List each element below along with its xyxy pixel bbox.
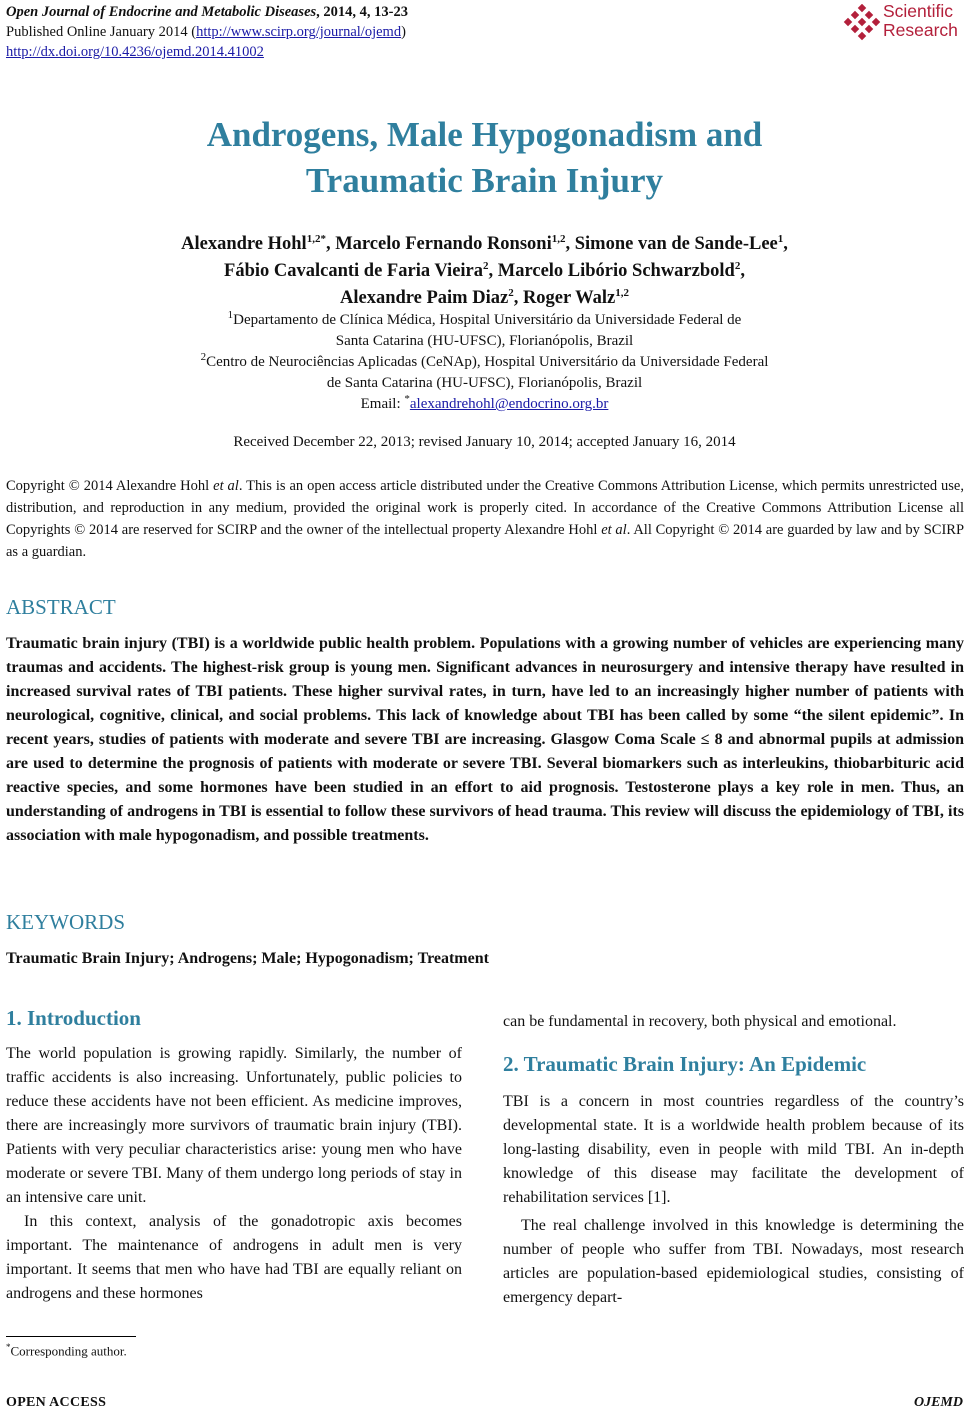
affiliation-sup: 2	[200, 351, 207, 363]
author-sup: 1,2*	[306, 232, 326, 245]
email-line	[0, 394, 969, 415]
right-column	[503, 1010, 964, 1310]
author-line-3	[0, 285, 969, 312]
journal-abbrev-label: OJEMD	[913, 1395, 963, 1410]
footnote-sup: *	[6, 1342, 11, 1352]
author-name: Fábio Cavalcanti de Faria Vieira	[224, 261, 484, 281]
section-1-paragraph-3: can be fundamental in recovery, both physical and emotional.	[503, 1013, 897, 1030]
paper-title	[0, 112, 969, 204]
author-line-2	[0, 258, 969, 285]
email-label: Email:	[360, 396, 405, 412]
copyright-text: Copyright © 2014 Alexandre Hohl	[6, 478, 214, 494]
section-1-paragraph-1: The world population is growing rapidly. Similarly, the number of traffic accidents is also increasing. Unfortunately, public policies to reduce these accidents have not been efficient. As medicine improves, there are increasingly more survivors of traumatic brain injury (TBI). Patients with very peculiar characteristics arise: young men who have moderate or severe TBI. Many of them undergo long periods of stay in an intensive care unit.	[6, 1045, 462, 1206]
affiliation-text: Centro de Neurociências Aplicadas (CeNAp), Hospital Universitário da Universidade Federal	[206, 354, 769, 370]
journal-citation	[6, 2, 408, 22]
affiliation-2-line-2: de Santa Catarina (HU-UFSC), Florianópolis, Brazil	[326, 375, 643, 391]
author-name: , Marcelo Libório Schwarzbold	[488, 261, 735, 281]
journal-volume: , 2014, 4, 13-23	[316, 4, 409, 20]
footnote-rule	[6, 1336, 136, 1337]
affiliation-text: Departamento de Clínica Médica, Hospital Universitário da Universidade Federal de	[233, 312, 742, 328]
author-name: , Roger Walz	[513, 288, 616, 308]
author-sup: 2	[483, 259, 489, 272]
author-sep: ,	[783, 234, 788, 254]
author-list	[0, 231, 969, 312]
title-line-2: Traumatic Brain Injury	[305, 161, 664, 200]
open-access-label: OPEN ACCESS	[6, 1395, 107, 1410]
abstract-text: Traumatic brain injury (TBI) is a worldwide public health problem. Populations with a growing number of vehicles are experiencing many traumas and accidents. The highest-risk group is young men. Significant advances in neurosurgery and intensive therapy have resulted in increased survival rates of TBI patients. These higher survival rates, in turn, have led to an increasingly higher number of patients with neurological, cognitive, clinical, and social problems. This lack of knowledge about TBI has been called by some “the silent epidemic”. In recent years, studies of patients with moderate and severe TBI are increasing. Glasgow Coma Scale ≤ 8 and abnormal pupils at admission are used to determine the prognosis of patients with moderate or severe TBI. Several biomarkers such as interleukins, thiobarbituric acid reactive species, and some hormones have been studied in an effort to aid prognosis. Testosterone plays a key role in men. Thus, an understanding of androgens in TBI is essential to follow these survivors of head trauma. This review will discuss the epidemiology of TBI, its association with male hypogonadism, and possible treatments.	[6, 635, 964, 844]
logo-line-2: Research	[883, 20, 958, 40]
affiliations	[0, 310, 969, 415]
logo-line-1: Scientific	[883, 1, 954, 21]
corresponding-author-footnote	[6, 1342, 127, 1359]
affiliation-1-line-2: Santa Catarina (HU-UFSC), Florianópolis, Brazil	[335, 333, 634, 349]
author-sep: ,	[740, 261, 745, 281]
author-sup: 1	[777, 232, 784, 245]
journal-header	[6, 2, 408, 62]
keywords-text: Traumatic Brain Injury; Androgens; Male; Hypogonadism; Treatment	[6, 950, 489, 967]
keywords-heading: KEYWORDS	[6, 910, 125, 934]
copyright-etal: et al	[601, 522, 627, 538]
section-2-paragraph-1: TBI is a concern in most countries regardless of the country’s developmental state. It is a worldwide health problem because of its long-lasting disability, even in people with mild TBI. An in-depth knowledge of this disease may facilitate the development of rehabilitation services [1].	[503, 1093, 964, 1206]
copyright-text: . All Copyright © 2014 are guarded by law and by SCIRP as a guardian.	[6, 522, 965, 560]
section-1-paragraph-2: In this context, analysis of the gonadotropic axis becomes important. The maintenance of androgens in adult men is very important. It seems that men who have had TBI are equally reliant on androgens and these hormones	[6, 1213, 462, 1302]
received-dates: Received December 22, 2013; revised January 10, 2014; accepted January 16, 2014	[233, 434, 736, 450]
author-name: , Marcelo Fernando Ronsoni	[325, 234, 552, 254]
author-sup: 2	[734, 259, 741, 272]
scientific-research-logo	[843, 2, 963, 44]
section-2-heading: 2. Traumatic Brain Injury: An Epidemic	[503, 1052, 867, 1076]
affiliation-2-line-1	[0, 352, 969, 373]
copyright-text: . This is an open access article distributed under the Creative Commons Attribution License, which permits unrestricted use, distribution, and reproduction in any medium, provided the original work is properly cited. In accordance of the Creative Commons Attribution License all Copyrights © 2014 are reserved for SCIRP and the owner of the intellectual property Alexandre Hohl	[6, 478, 964, 538]
author-name: Alexandre Paim Diaz	[339, 288, 509, 308]
journal-name: Open Journal of Endocrine and Metabolic Diseases	[6, 4, 317, 20]
journal-url-link[interactable]: http://www.scirp.org/journal/ojemd	[196, 24, 402, 40]
published-suffix: )	[401, 24, 406, 40]
logo-text	[883, 2, 958, 40]
published-prefix: Published Online January 2014 (	[6, 24, 197, 40]
copyright-etal: et al	[213, 478, 239, 494]
affiliation-sup: 1	[227, 309, 234, 321]
author-sup: 1,2	[615, 286, 630, 299]
section-1-heading: 1. Introduction	[6, 1006, 141, 1030]
copyright-notice	[6, 475, 964, 563]
author-name: Alexandre Hohl	[181, 234, 307, 254]
email-link[interactable]: alexandrehohl@endocrino.org.br	[409, 396, 609, 412]
abstract-heading: ABSTRACT	[6, 595, 116, 619]
section-2-paragraph-2: The real challenge involved in this knowledge is determining the number of people who suffer from TBI. Nowadays, most research articles are population-based epidemiological studies, consisting of emergency depart-	[503, 1217, 964, 1306]
title-line-1: Androgens, Male Hypogonadism and	[206, 115, 763, 154]
published-line	[6, 22, 408, 42]
doi-link[interactable]: http://dx.doi.org/10.4236/ojemd.2014.41002	[6, 44, 264, 60]
logo-diamond-icon	[843, 4, 881, 42]
email-sup: *	[404, 393, 410, 405]
left-column	[6, 1004, 462, 1306]
author-sup: 1,2	[551, 232, 566, 245]
affiliation-1-line-1	[0, 310, 969, 331]
author-line-1	[0, 231, 969, 258]
footnote-text: Corresponding author.	[10, 1343, 127, 1359]
author-sup: 2	[508, 286, 514, 299]
author-name: , Simone van de Sande-Lee	[565, 234, 778, 254]
